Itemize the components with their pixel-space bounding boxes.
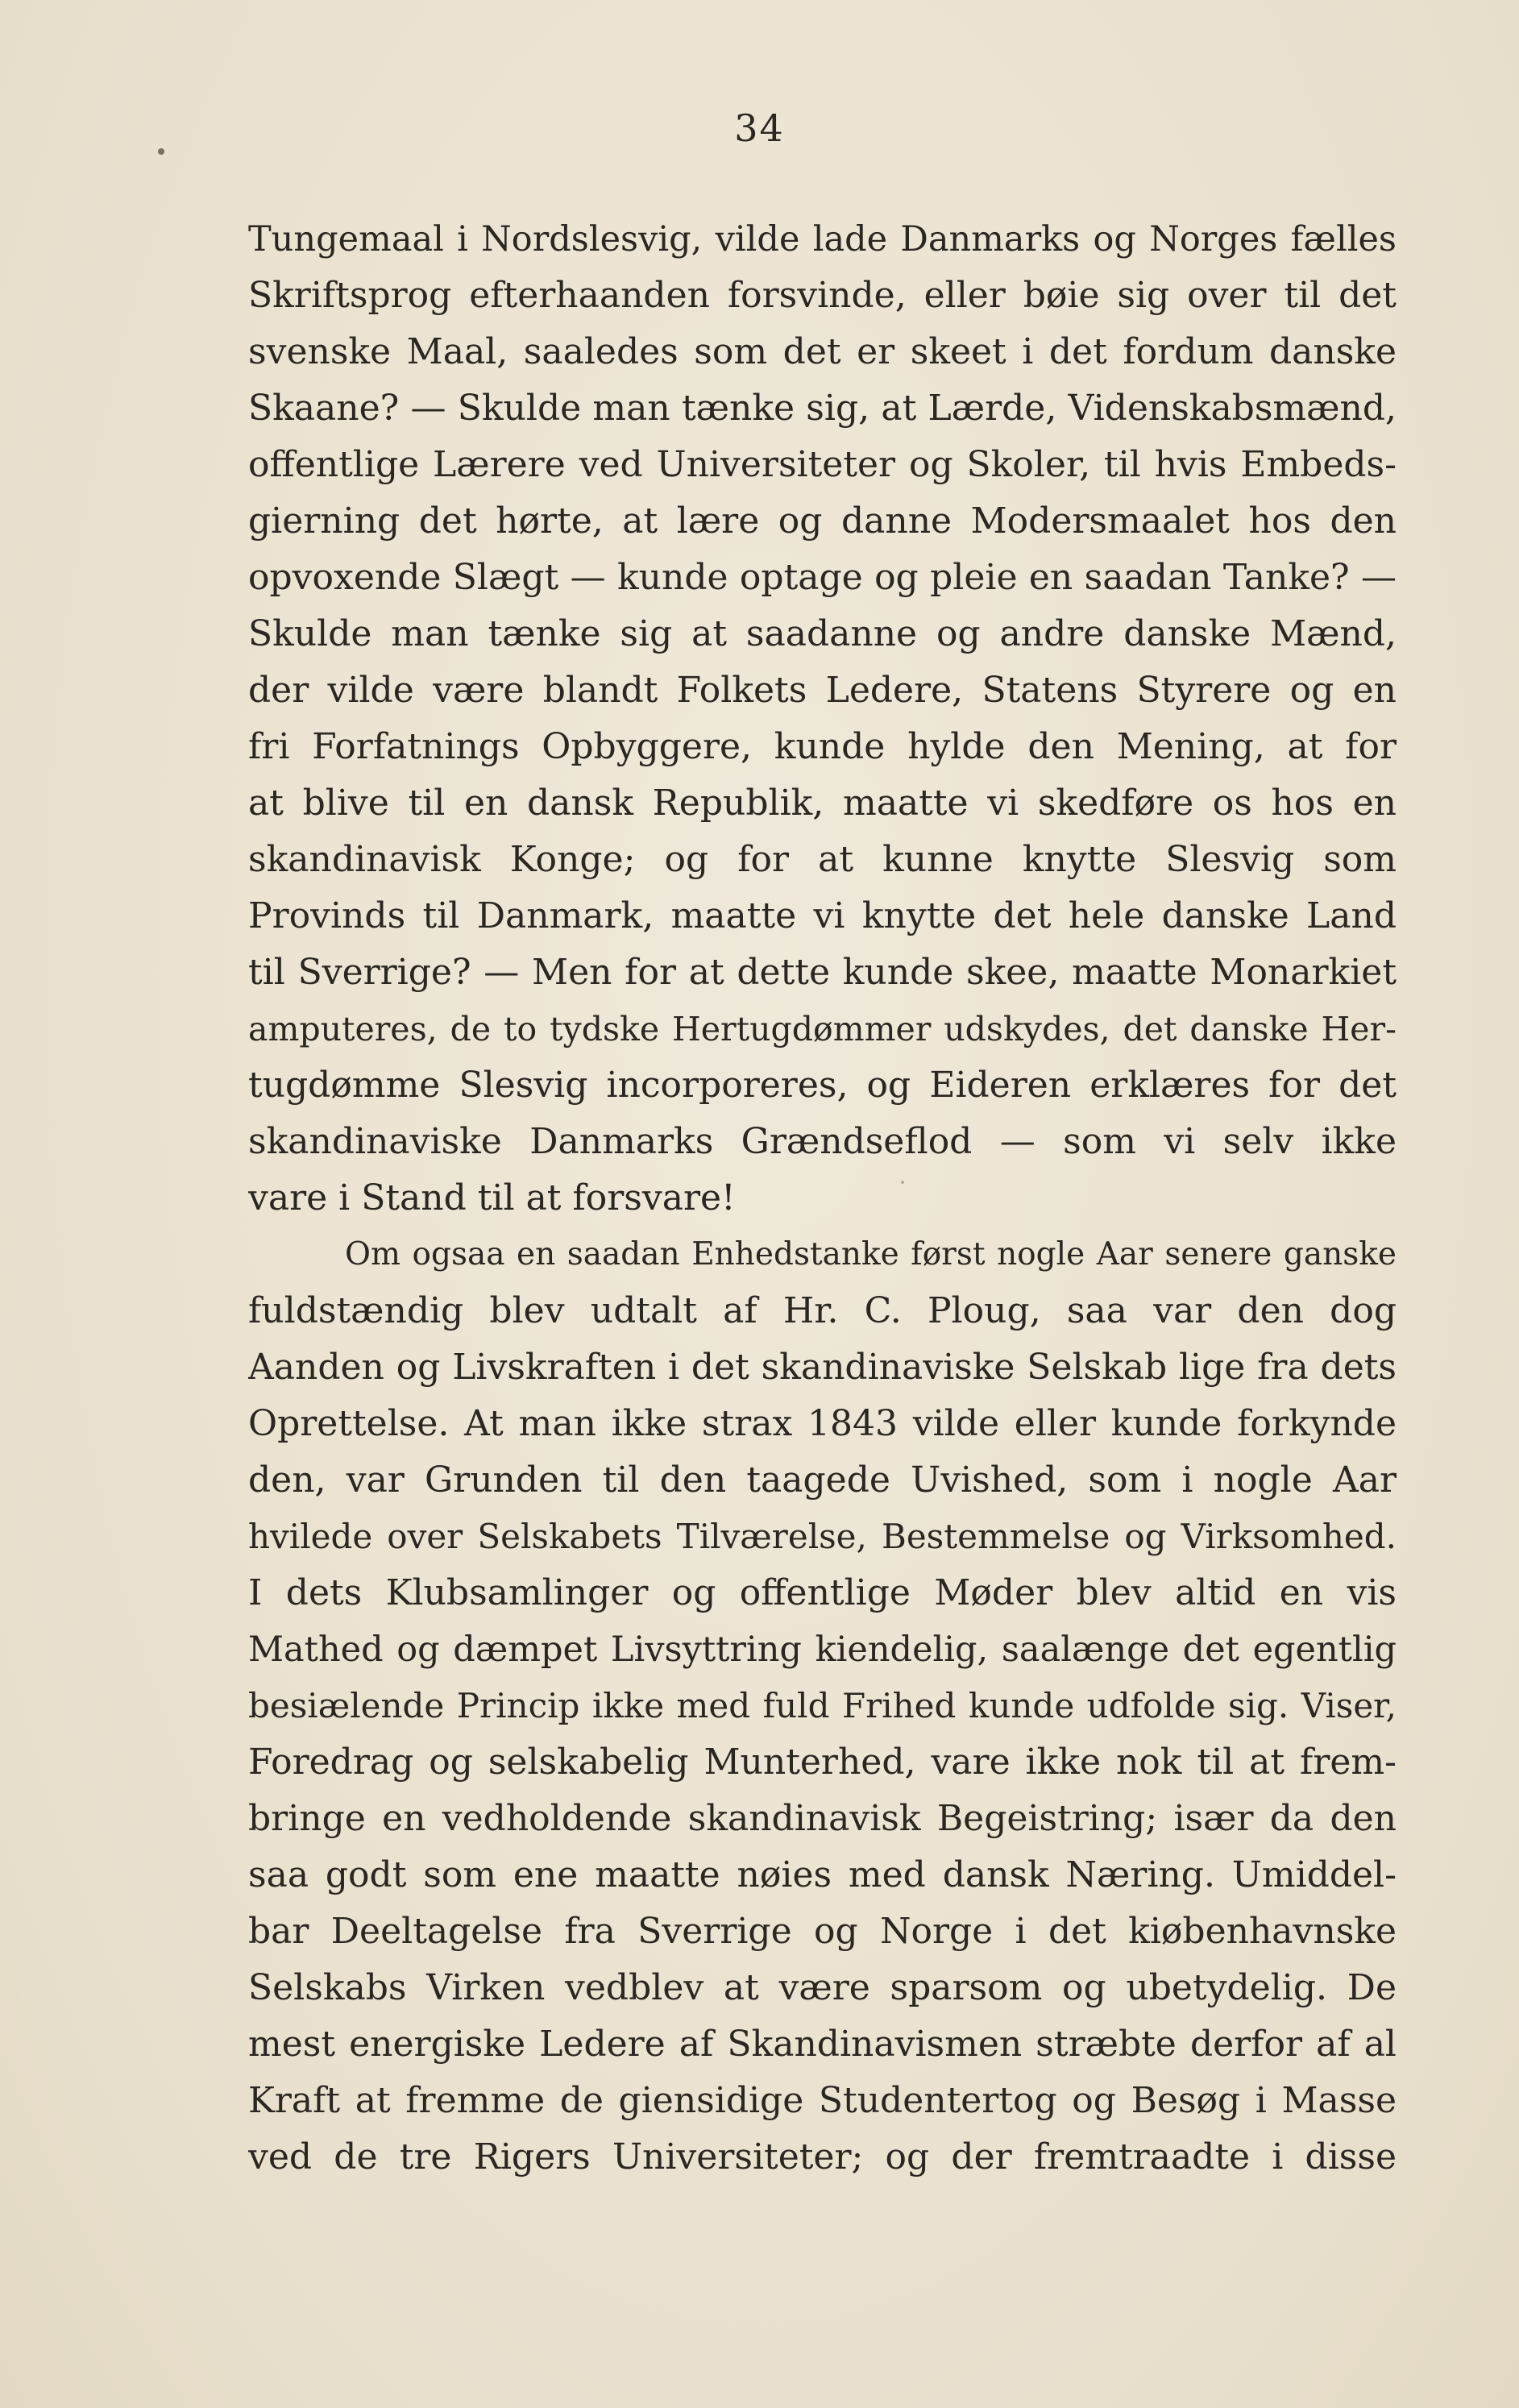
text-line: Skriftsprog efterhaanden forsvinde, eller bøie sig over til det — [248, 275, 1397, 316]
text-line: Aanden og Livskraften i det skandinaviske Selskab lige fra dets — [248, 1347, 1397, 1388]
text-line: Tungemaal i Nordslesvig, vilde lade Danmarks og Norges fælles — [248, 219, 1397, 259]
text-line: Selskabs Virken vedblev at være sparsom og ubetydelig. De — [248, 1967, 1397, 2008]
text-line: offentlige Lærere ved Universiteter og Skoler, til hvis Embeds- — [248, 444, 1397, 485]
text-line: vare i Stand til at forsvare! — [248, 1177, 736, 1219]
text-line: bringe en vedholdende skandinavisk Begeistring; især da den — [248, 1798, 1397, 1839]
text-line: fuldstændig blev udtalt af Hr. C. Ploug, saa var den dog — [248, 1290, 1397, 1331]
text-line: Skulde man tænke sig at saadanne og andre danske Mænd, — [248, 613, 1397, 654]
page-number: 34 — [734, 106, 785, 150]
text-line: besiælende Princip ikke med fuld Frihed kunde udfolde sig. Viser, — [248, 1686, 1397, 1725]
text-line: tugdømme Slesvig incorporeres, og Eideren erklæres for det — [248, 1065, 1397, 1106]
text-line: Oprettelse. At man ikke strax 1843 vilde eller kunde forkynde — [248, 1403, 1397, 1444]
text-line: Om ogsaa en saadan Enhedstanke først nogle Aar senere ganske — [345, 1236, 1397, 1273]
text-line: til Sverrige? — Men for at dette kunde skee, maatte Monarkiet — [248, 952, 1397, 993]
text-line: der vilde være blandt Folkets Ledere, Statens Styrere og en — [248, 670, 1397, 711]
text-line: bar Deeltagelse fra Sverrige og Norge i det kiøbenhavnske — [248, 1911, 1397, 1952]
text-line: Provinds til Danmark, maatte vi knytte det hele danske Land — [248, 895, 1397, 936]
text-line: skandinavisk Konge; og for at kunne knytte Slesvig som — [248, 839, 1397, 880]
text-line: Skaane? — Skulde man tænke sig, at Lærde, Videnskabsmænd, — [248, 388, 1397, 429]
text-line: opvoxende Slægt — kunde optage og pleie en saadan Tanke? — — [248, 557, 1397, 598]
text-line: mest energiske Ledere af Skandinavismen stræbte derfor af al — [248, 2024, 1397, 2065]
text-line: fri Forfatnings Opbyggere, kunde hylde den Mening, at for — [248, 726, 1397, 767]
text-line: Foredrag og selskabelig Munterhed, vare ikke nok til at frem- — [248, 1742, 1397, 1783]
text-line: saa godt som ene maatte nøies med dansk Næring. Umiddel- — [248, 1854, 1397, 1895]
text-line: gierning det hørte, at lære og danne Modersmaalet hos den — [248, 500, 1397, 542]
text-line: hvilede over Selskabets Tilværelse, Bestemmelse og Virksomhed. — [248, 1517, 1397, 1556]
text-line: den, var Grunden til den taagede Uvished, som i nogle Aar — [248, 1459, 1397, 1501]
body-text — [248, 211, 1397, 2186]
text-line: I dets Klubsamlinger og offentlige Møder blev altid en vis — [248, 1572, 1397, 1613]
text-line: svenske Maal, saaledes som det er skeet i det fordum danske — [248, 331, 1397, 372]
text-line: ved de tre Rigers Universiteter; og der fremtraadte i disse — [248, 2136, 1397, 2178]
text-line: Kraft at fremme de giensidige Studentertog og Besøg i Masse — [248, 2080, 1397, 2121]
text-line: Mathed og dæmpet Livsyttring kiendelig, saalænge det egentlig — [248, 1630, 1397, 1670]
text-line: skandinaviske Danmarks Grændseflod — som vi selv ikke — [248, 1121, 1397, 1162]
text-line: amputeres, de to tydske Hertugdømmer udskydes, det danske Her- — [248, 1010, 1397, 1048]
text-line: at blive til en dansk Republik, maatte vi skedføre os hos en — [248, 783, 1397, 824]
